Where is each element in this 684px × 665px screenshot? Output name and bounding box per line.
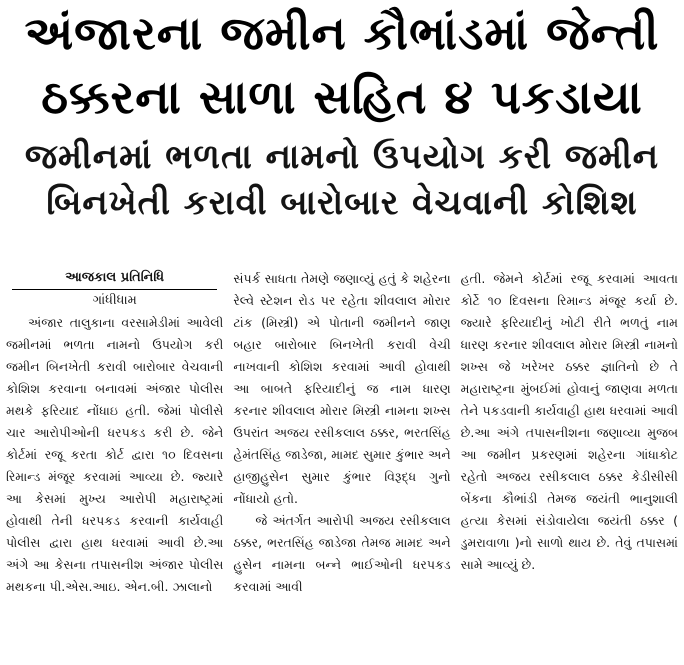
dateline: ગાંધીધામ bbox=[92, 293, 137, 308]
article-paragraph: સંપર્ક સાધતા તેમણે જણાવ્યું હતું કે શહેરના રેલ્વે સ્ટેશન રોડ પર રહેતા શીવલાલ મોરાર ટાંક (મિસ્ત્રી) એ પોતાની જમીનને જાણ બહાર બારોબાર બિનખેતી કરાવી વેચી નાખવાની કોશિશ કરવામાં આવી હોવાથી આ બાબતે ફરિયાદીનું જ નામ ધારણ કરનાર શીવલાલ મોરાર મિસ્ત્રી નામના શખ્સ ઉપરાંત અજય રસીકલાલ ઠક્કર, ભરતસિંહ હેમંતસિંહ જાડેજા, મામદ સુમાર કુંભાર અને હાજીહુસેન સુમાર કુંભાર વિરૂદ્ધ ગુનો નોંધાયો હતો. bbox=[233, 271, 451, 506]
subheadline-line-1: જમીનમાં ભળતા નામનો ઉપયોગ કરી જમીન bbox=[24, 137, 660, 177]
headline-line-2: ઠક્કરના સાળા સહિત ૪ પકડાયા bbox=[41, 70, 643, 124]
byline: આજકાલ પ્રતિનિધિ bbox=[65, 270, 165, 285]
article-paragraph: હતી. જેમને કોર્ટમાં રજૂ કરવામાં આવતા કોર્ટે ૧૦ દિવસના રિમાન્ડ મંજૂર કર્યા છે. જ્યારે ફરિયાદીનું ખોટી રીતે ભળતું નામ ધારણ કરનાર શીવલાલ મોરાર મિસ્ત્રી નામનો શખ્સ જે ખરેખર ઠક્કર જ્ઞાતિનો છે તે મહારાષ્ટ્રના મુંબઈમાં હોવાનું જાણવા મળતા તેને પકડવાની કાર્યવાહી હાથ ધરવામાં આવી છે.આ અંગે તપાસનીશના જણાવ્યા મુજબ આ જમીન પ્રકરણમાં શહેરના ગાંધાકોટ રહેતો અજય રસીકલાલ ઠક્કર કેડીસીસી બેંકના કૌભાંડી તેમજ જયંતી ભાનુશાલી હત્યા કેસમાં સંડોવાયેલા જયંતી ઠક્કર ( ડુમરાવાળા )નો સાળો થાય છે. તેવું તપાસમાં સામે આવ્યું છે. bbox=[460, 271, 678, 572]
subheadline-line-2: બિનખેતી કરાવી બારોબાર વેચવાની કોશિશ bbox=[46, 183, 638, 223]
article-body bbox=[6, 268, 678, 665]
article-column-3 bbox=[461, 268, 678, 665]
article-column-1 bbox=[6, 268, 223, 665]
headline-line-1: અંજારના જમીન કૌભાંડમાં જેન્તી bbox=[24, 6, 660, 60]
article-paragraph: અંજાર તાલુકાના વરસામેડીમાં આવેલી જમીનમાં ભળતા નામનો ઉપયોગ કરી જમીન બિનખેતી કરાવી બારોબાર વેચવાની કોશિશ કરવાના બનાવમાં અંજાર પોલીસ મથકે ફરિયાદ નોંધાઇ હતી. જેમાં પોલીસે ચાર આરોપીઓની ધરપકડ કરી છે. જેને કોર્ટમાં રજૂ કરતા કોર્ટ દ્વારા ૧૦ દિવસના રિમાન્ડ મંજૂર કરવામાં આવ્યા છે. જ્યારે આ કેસમાં મુખ્ય આરોપી મહારાષ્ટ્રમાં હોવાથી તેની ધરપકડ કરવાની કાર્યવાહી પોલીસ દ્વારા હાથ ધરવામાં આવી છે.આ અંગે આ કેસના તપાસનીશ અંજાર પોલીસ મથકના પી.એસ.આઇ. એન.બી. ઝાલાનો bbox=[6, 315, 224, 594]
article-column-2 bbox=[233, 268, 450, 665]
article-paragraph: જે અંતર્ગત આરોપી અજય રસીકલાલ ઠક્કર, ભરતસિંહ જાડેજા તેમજ મામદ અને હુસેન નામના બન્ને ભાઈઓની ધરપકડ કરવામાં આવી bbox=[233, 513, 451, 594]
